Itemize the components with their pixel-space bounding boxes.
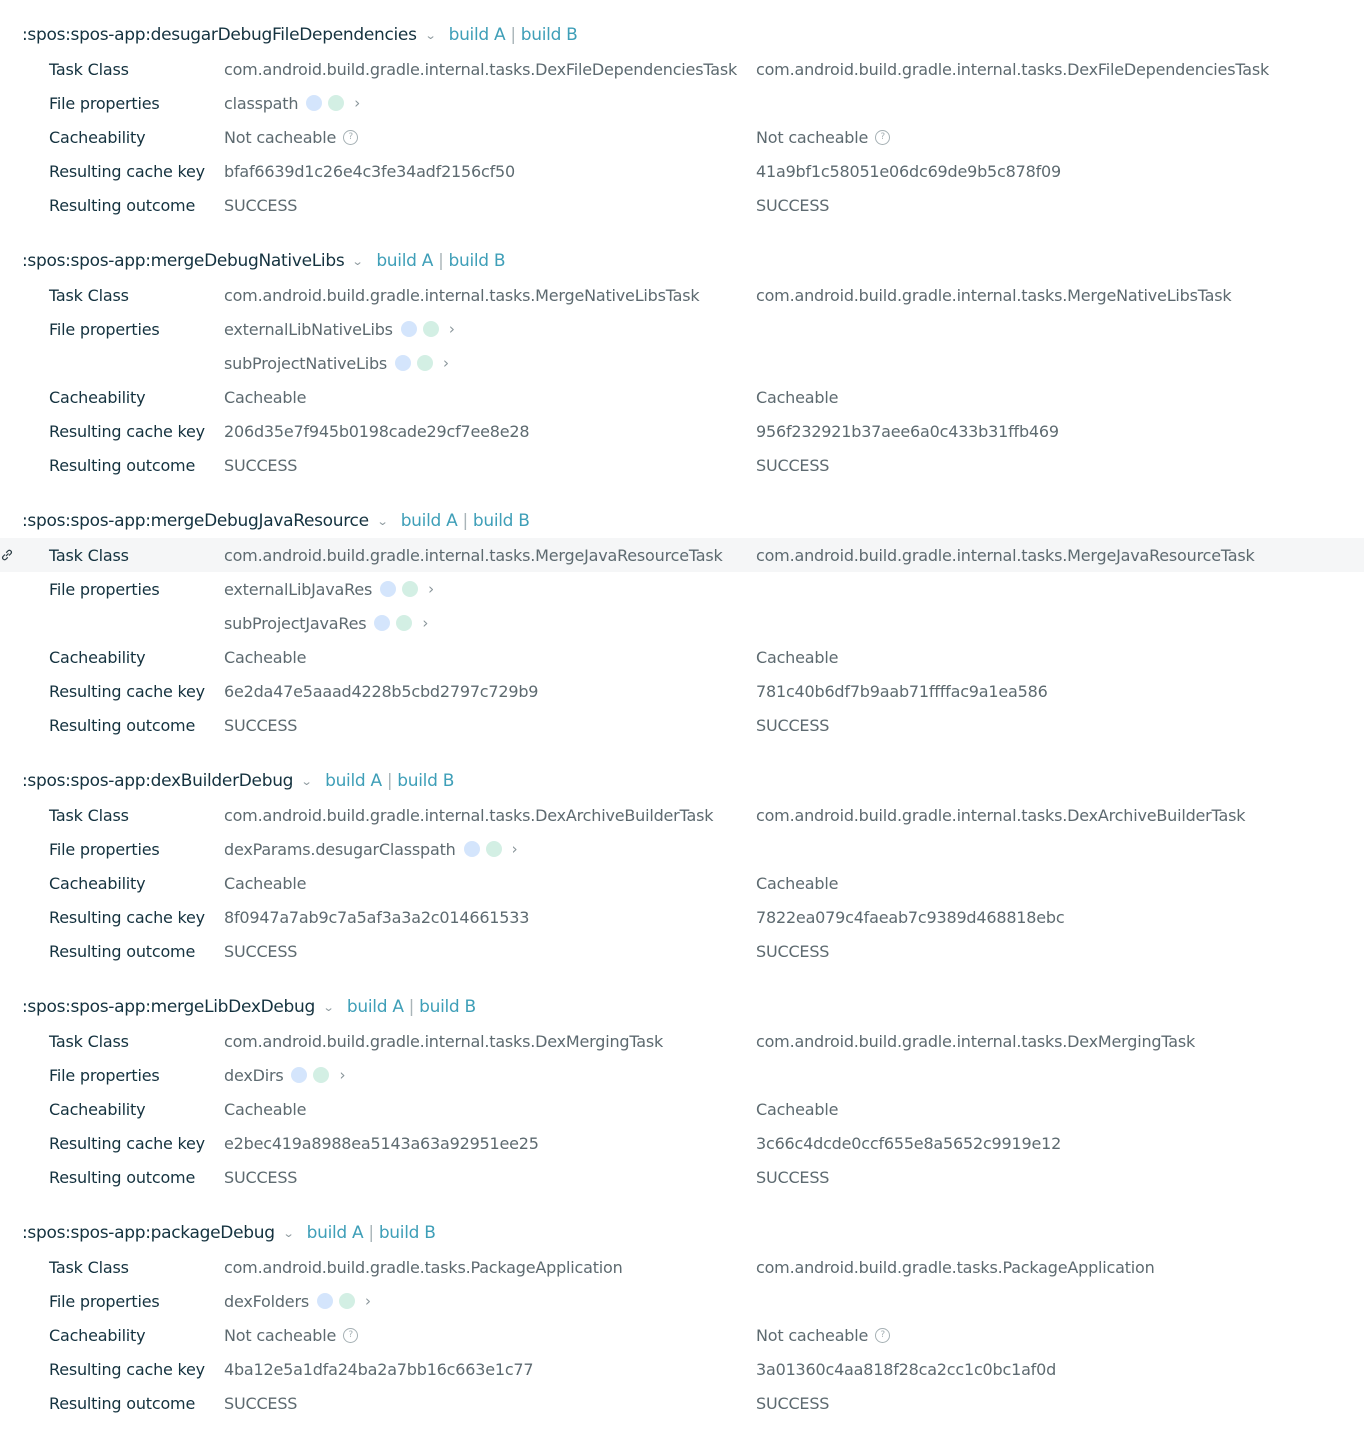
task-class-row	[0, 52, 1364, 86]
chevron-right-icon[interactable]: ›	[364, 1292, 371, 1310]
cache-key-a: 4ba12e5a1dfa24ba2a7bb16c663e1c77	[224, 1359, 534, 1379]
build-a-link[interactable]: build A	[400, 511, 458, 531]
build-a-dot-icon	[306, 95, 322, 111]
help-icon[interactable]: ?	[343, 1328, 358, 1343]
task-header	[0, 990, 1364, 1024]
build-a-link[interactable]: build A	[306, 1223, 364, 1243]
outcome-row	[0, 934, 1364, 968]
cache-key-b: 781c40b6df7b9aab71ffffac9a1ea586	[756, 681, 1048, 701]
cache-key-label: Resulting cache key	[49, 161, 205, 181]
chevron-right-icon[interactable]: ›	[354, 94, 361, 112]
file-property-row	[0, 1058, 1364, 1092]
task-class-label: Task Class	[49, 1031, 129, 1051]
task-class-row	[0, 1024, 1364, 1058]
task-class-b: com.android.build.gradle.internal.tasks.DexFileDependenciesTask	[756, 59, 1270, 79]
file-property-row	[0, 572, 1364, 606]
file-properties-label: File properties	[49, 319, 160, 339]
chevron-down-icon[interactable]: ⌄	[376, 514, 389, 528]
help-icon[interactable]: ?	[875, 130, 890, 145]
cache-key-row	[0, 414, 1364, 448]
file-properties-label: File properties	[49, 93, 160, 113]
cache-key-label: Resulting cache key	[49, 681, 205, 701]
outcome-a: SUCCESS	[224, 941, 298, 961]
build-a-dot-icon	[317, 1293, 333, 1309]
outcome-a: SUCCESS	[224, 195, 298, 215]
task-section	[0, 18, 1364, 222]
build-b-link[interactable]: build B	[472, 511, 530, 531]
file-property-name: dexParams.desugarClasspath	[224, 839, 456, 859]
cache-key-b: 3c66c4dcde0ccf655e8a5652c9919e12	[756, 1133, 1062, 1153]
cacheability-a: Not cacheable	[224, 1325, 337, 1345]
file-properties-label: File properties	[49, 839, 160, 859]
build-b-link[interactable]: build B	[448, 251, 506, 271]
cache-key-label: Resulting cache key	[49, 421, 205, 441]
separator: |	[368, 1223, 374, 1243]
help-icon[interactable]: ?	[343, 130, 358, 145]
task-class-a: com.android.build.gradle.internal.tasks.DexFileDependenciesTask	[224, 59, 738, 79]
build-b-dot-icon	[328, 95, 344, 111]
chevron-down-icon[interactable]: ⌄	[424, 28, 436, 42]
outcome-b: SUCCESS	[756, 941, 830, 961]
cacheability-a: Cacheable	[224, 1099, 307, 1119]
outcome-a: SUCCESS	[224, 1393, 298, 1413]
file-properties-label: File properties	[49, 1065, 160, 1085]
chevron-right-icon[interactable]: ›	[511, 840, 518, 858]
cacheability-row	[0, 866, 1364, 900]
outcome-row	[0, 708, 1364, 742]
build-a-dot-icon	[401, 321, 417, 337]
cacheability-a: Cacheable	[224, 647, 307, 667]
cacheability-row	[0, 1092, 1364, 1126]
outcome-row	[0, 188, 1364, 222]
task-section	[0, 504, 1364, 742]
task-section	[0, 764, 1364, 968]
cache-key-label: Resulting cache key	[49, 907, 205, 927]
cacheability-row	[0, 1318, 1364, 1352]
file-property-row	[0, 832, 1364, 866]
cacheability-row	[0, 120, 1364, 154]
task-class-a: com.android.build.gradle.internal.tasks.MergeNativeLibsTask	[224, 285, 700, 305]
file-property-row	[0, 606, 1364, 640]
cacheability-b: Not cacheable	[756, 1325, 869, 1345]
chevron-right-icon[interactable]: ›	[428, 580, 434, 598]
cacheability-a: Cacheable	[224, 387, 307, 407]
cacheability-a: Not cacheable	[224, 127, 337, 147]
file-properties-label: File properties	[49, 1291, 160, 1311]
cache-key-b: 956f232921b37aee6a0c433b31ffb469	[756, 421, 1059, 441]
task-class-a: com.android.build.gradle.internal.tasks.DexMergingTask	[224, 1031, 664, 1051]
build-b-link[interactable]: build B	[378, 1223, 436, 1243]
task-class-b: com.android.build.gradle.internal.tasks.MergeNativeLibsTask	[756, 285, 1232, 305]
separator: |	[408, 997, 415, 1017]
task-class-label: Task Class	[49, 1257, 129, 1277]
cacheability-row	[0, 640, 1364, 674]
task-class-a: com.android.build.gradle.internal.tasks.MergeJavaResourceTask	[224, 545, 723, 565]
task-class-label: Task Class	[49, 59, 129, 79]
task-header	[0, 1216, 1364, 1250]
task-path: :spos:spos-app:desugarDebugFileDependencies	[22, 25, 417, 45]
task-class-label: Task Class	[49, 805, 129, 825]
file-property-row	[0, 1284, 1364, 1318]
build-b-dot-icon	[402, 581, 418, 597]
build-a-dot-icon	[464, 841, 480, 857]
file-property-name: subProjectNativeLibs	[224, 353, 388, 373]
cache-key-b: 7822ea079c4faeab7c9389d468818ebc	[756, 907, 1065, 927]
task-class-label: Task Class	[49, 285, 129, 305]
cacheability-b: Cacheable	[756, 873, 839, 893]
task-section	[0, 244, 1364, 482]
cache-key-a: e2bec419a8988ea5143a63a92951ee25	[224, 1133, 539, 1153]
cacheability-row	[0, 380, 1364, 414]
build-a-dot-icon	[291, 1067, 307, 1083]
outcome-label: Resulting outcome	[49, 1167, 196, 1187]
task-header	[0, 504, 1364, 538]
outcome-b: SUCCESS	[756, 1393, 830, 1413]
task-header	[0, 244, 1364, 278]
build-a-link[interactable]: build A	[325, 771, 382, 791]
file-property-row	[0, 312, 1364, 346]
build-b-dot-icon	[486, 841, 502, 857]
cache-key-label: Resulting cache key	[49, 1359, 205, 1379]
outcome-label: Resulting outcome	[49, 715, 196, 735]
outcome-label: Resulting outcome	[49, 195, 196, 215]
chevron-down-icon[interactable]: ⌄	[300, 774, 313, 788]
build-a-link[interactable]: build A	[346, 997, 404, 1017]
task-header	[0, 18, 1364, 52]
file-property-name: subProjectJavaRes	[224, 613, 367, 633]
cacheability-b: Cacheable	[756, 387, 839, 407]
cacheability-label: Cacheability	[49, 873, 146, 893]
build-a-dot-icon	[395, 355, 411, 371]
task-path: :spos:spos-app:mergeLibDexDebug	[22, 997, 315, 1017]
task-section	[0, 1216, 1364, 1420]
outcome-b: SUCCESS	[756, 715, 830, 735]
cache-key-row	[0, 900, 1364, 934]
build-b-dot-icon	[417, 355, 433, 371]
file-property-name: externalLibJavaRes	[224, 579, 373, 599]
task-path: :spos:spos-app:mergeDebugNativeLibs	[22, 251, 345, 271]
build-b-link[interactable]: build B	[419, 997, 476, 1017]
outcome-label: Resulting outcome	[49, 1393, 196, 1413]
cacheability-label: Cacheability	[49, 387, 146, 407]
chevron-down-icon[interactable]: ⌄	[352, 254, 364, 268]
chevron-down-icon[interactable]: ⌄	[322, 1000, 335, 1014]
help-icon[interactable]: ?	[875, 1328, 890, 1343]
cacheability-label: Cacheability	[49, 647, 146, 667]
file-property-row	[0, 86, 1364, 120]
outcome-b: SUCCESS	[756, 455, 830, 475]
cacheability-label: Cacheability	[49, 1325, 146, 1345]
outcome-label: Resulting outcome	[49, 941, 196, 961]
chevron-right-icon[interactable]: ›	[448, 320, 455, 338]
task-class-b: com.android.build.gradle.tasks.PackageApplication	[756, 1257, 1155, 1277]
outcome-row	[0, 1160, 1364, 1194]
chevron-right-icon[interactable]: ›	[422, 614, 429, 632]
file-properties-label: File properties	[49, 579, 160, 599]
cache-key-b: 3a01360c4aa818f28ca2cc1c0bc1af0d	[756, 1359, 1057, 1379]
outcome-b: SUCCESS	[756, 195, 830, 215]
cache-key-a: 6e2da47e5aaad4228b5cbd2797c729b9	[224, 681, 539, 701]
file-property-name: dexDirs	[224, 1065, 284, 1085]
cache-key-row	[0, 1126, 1364, 1160]
link-icon[interactable]	[0, 547, 14, 561]
task-header	[0, 764, 1364, 798]
build-b-link[interactable]: build B	[520, 25, 578, 45]
task-class-row	[0, 798, 1364, 832]
build-b-dot-icon	[339, 1293, 355, 1309]
cache-key-a: bfaf6639d1c26e4c3fe34adf2156cf50	[224, 161, 515, 181]
cache-key-row	[0, 674, 1364, 708]
outcome-label: Resulting outcome	[49, 455, 196, 475]
cache-key-a: 206d35e7f945b0198cade29cf7ee8e28	[224, 421, 530, 441]
outcome-row	[0, 1386, 1364, 1420]
outcome-b: SUCCESS	[756, 1167, 830, 1187]
build-a-dot-icon	[374, 615, 390, 631]
build-b-link[interactable]: build B	[397, 771, 455, 791]
build-b-dot-icon	[423, 321, 439, 337]
cache-key-a: 8f0947a7ab9c7a5af3a3a2c014661533	[224, 907, 530, 927]
separator: |	[438, 251, 444, 271]
task-path: :spos:spos-app:packageDebug	[22, 1223, 275, 1243]
cache-key-label: Resulting cache key	[49, 1133, 205, 1153]
chevron-right-icon[interactable]: ›	[339, 1066, 346, 1084]
build-a-link[interactable]: build A	[376, 251, 434, 271]
task-class-row	[0, 278, 1364, 312]
cacheability-b: Not cacheable	[756, 127, 869, 147]
separator: |	[386, 771, 393, 791]
cacheability-b: Cacheable	[756, 1099, 839, 1119]
outcome-a: SUCCESS	[224, 715, 298, 735]
task-section	[0, 990, 1364, 1194]
cacheability-a: Cacheable	[224, 873, 307, 893]
cacheability-label: Cacheability	[49, 1099, 146, 1119]
cacheability-b: Cacheable	[756, 647, 839, 667]
file-property-name: externalLibNativeLibs	[224, 319, 393, 339]
task-class-b: com.android.build.gradle.internal.tasks.MergeJavaResourceTask	[756, 545, 1255, 565]
task-class-a: com.android.build.gradle.internal.tasks.DexArchiveBuilderTask	[224, 805, 714, 825]
separator: |	[510, 25, 516, 45]
outcome-a: SUCCESS	[224, 455, 298, 475]
file-property-name: classpath	[224, 93, 299, 113]
cacheability-label: Cacheability	[49, 127, 146, 147]
task-class-row	[0, 538, 1364, 572]
separator: |	[462, 511, 468, 531]
chevron-right-icon[interactable]: ›	[443, 354, 449, 372]
task-class-a: com.android.build.gradle.tasks.PackageApplication	[224, 1257, 623, 1277]
outcome-row	[0, 448, 1364, 482]
chevron-down-icon[interactable]: ⌄	[282, 1226, 294, 1240]
file-property-row	[0, 346, 1364, 380]
cache-key-row	[0, 154, 1364, 188]
outcome-a: SUCCESS	[224, 1167, 298, 1187]
task-class-row	[0, 1250, 1364, 1284]
build-b-dot-icon	[313, 1067, 329, 1083]
file-property-name: dexFolders	[224, 1291, 309, 1311]
cache-key-b: 41a9bf1c58051e06dc69de9b5c878f09	[756, 161, 1061, 181]
task-class-b: com.android.build.gradle.internal.tasks.DexMergingTask	[756, 1031, 1196, 1051]
cache-key-row	[0, 1352, 1364, 1386]
build-a-link[interactable]: build A	[448, 25, 506, 45]
build-a-dot-icon	[380, 581, 396, 597]
task-class-label: Task Class	[49, 545, 129, 565]
task-path: :spos:spos-app:mergeDebugJavaResource	[22, 511, 369, 531]
task-class-b: com.android.build.gradle.internal.tasks.DexArchiveBuilderTask	[756, 805, 1246, 825]
build-b-dot-icon	[396, 615, 412, 631]
task-path: :spos:spos-app:dexBuilderDebug	[22, 771, 294, 791]
